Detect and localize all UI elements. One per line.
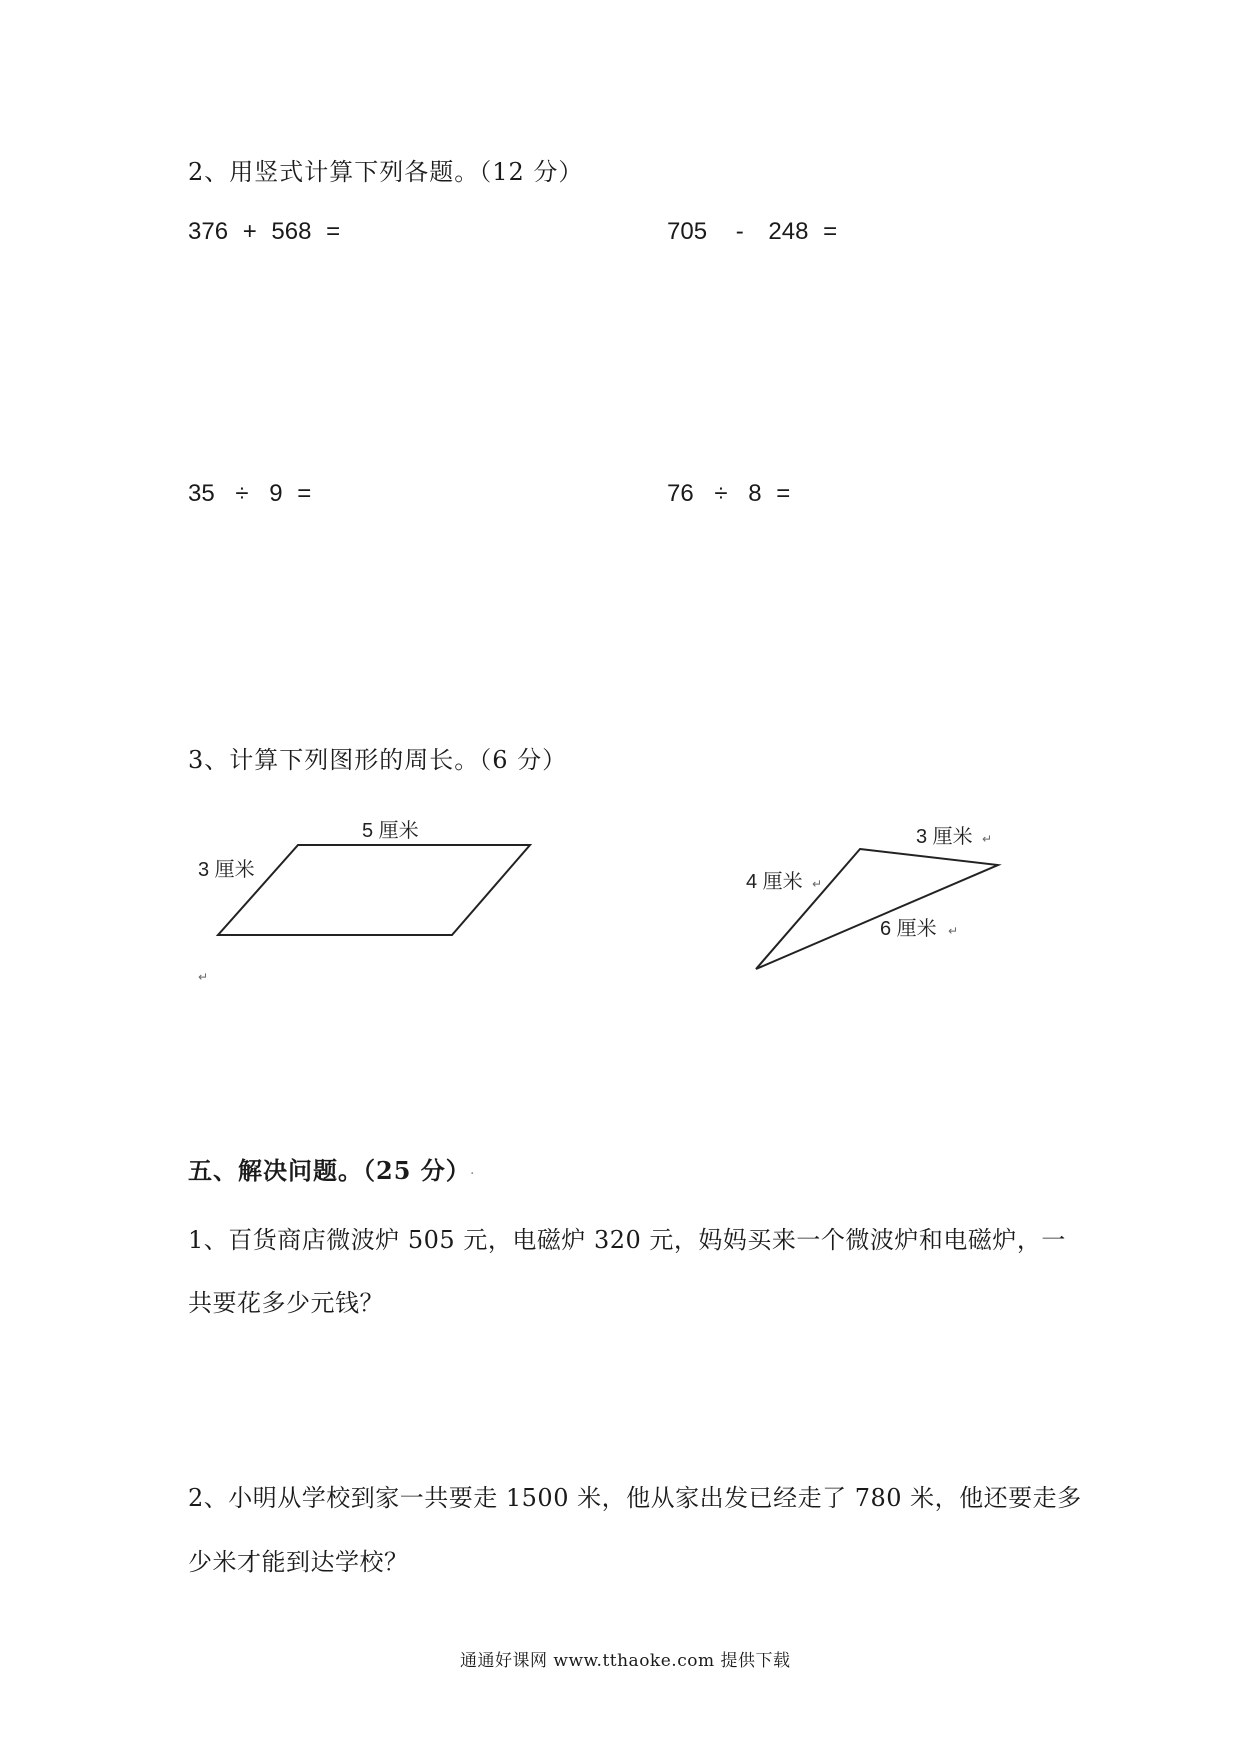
calc-operand-b: 248 bbox=[768, 218, 809, 245]
calc-operand-a: 35 bbox=[188, 480, 215, 507]
triangle-bottom-label: 6 厘米 bbox=[880, 918, 937, 940]
calc-equals: = bbox=[776, 480, 791, 507]
calc-operand-a: 705 bbox=[667, 218, 708, 245]
triangle-left-label: 4 厘米 bbox=[746, 871, 803, 893]
calc-equals: = bbox=[823, 218, 838, 245]
return-mark-icon: ↵ bbox=[982, 832, 993, 846]
footer-text: 通通好课网 www.tthaoke.com 提供下载 bbox=[460, 1651, 791, 1671]
parallelogram-top-label: 5 厘米 bbox=[362, 820, 419, 842]
parallelogram-figure bbox=[190, 815, 550, 990]
parallelogram-side-label: 3 厘米 bbox=[198, 859, 255, 881]
triangle-shape bbox=[756, 849, 998, 969]
calc-item-1 bbox=[188, 218, 340, 246]
problem1-line2: 共要花多少元钱？ bbox=[188, 1289, 384, 1317]
calc-operator: ÷ bbox=[714, 480, 728, 507]
return-mark-icon: ↵ bbox=[948, 924, 959, 938]
calc-equals: = bbox=[326, 218, 341, 245]
calc-item-4 bbox=[667, 480, 790, 508]
triangle-figure bbox=[730, 815, 1030, 975]
section5-title: 五、解决问题。（25 分） bbox=[188, 1156, 471, 1185]
return-mark-icon: . bbox=[470, 1162, 475, 1178]
parallelogram-shape bbox=[218, 845, 530, 935]
calc-equals: = bbox=[297, 480, 312, 507]
calc-operand-b: 568 bbox=[271, 218, 312, 245]
q3-title: 3、计算下列图形的周长。（6 分） bbox=[188, 746, 568, 774]
calc-operator: + bbox=[242, 218, 257, 245]
q2-title: 2、用竖式计算下列各题。（12 分） bbox=[188, 158, 584, 186]
problem2-line2: 少米才能到达学校？ bbox=[188, 1548, 409, 1576]
calc-item-2 bbox=[667, 218, 837, 246]
calc-operand-b: 9 bbox=[269, 480, 283, 507]
problem1-line1: 1、百货商店微波炉 505 元，电磁炉 320 元，妈妈买来一个微波炉和电磁炉，一 bbox=[188, 1226, 1066, 1254]
calc-operand-a: 76 bbox=[667, 480, 694, 507]
calc-operator: ÷ bbox=[235, 480, 249, 507]
calc-operand-b: 8 bbox=[748, 480, 762, 507]
calc-operand-a: 376 bbox=[188, 218, 229, 245]
calc-item-3 bbox=[188, 480, 311, 508]
problem2-line1: 2、小明从学校到家一共要走 1500 米，他从家出发已经走了 780 米，他还要走多 bbox=[188, 1484, 1082, 1512]
return-mark-icon: ↵ bbox=[198, 970, 209, 984]
return-mark-icon: ↵ bbox=[812, 877, 823, 891]
triangle-top-label: 3 厘米 bbox=[916, 826, 973, 848]
calc-operator: - bbox=[735, 218, 744, 245]
